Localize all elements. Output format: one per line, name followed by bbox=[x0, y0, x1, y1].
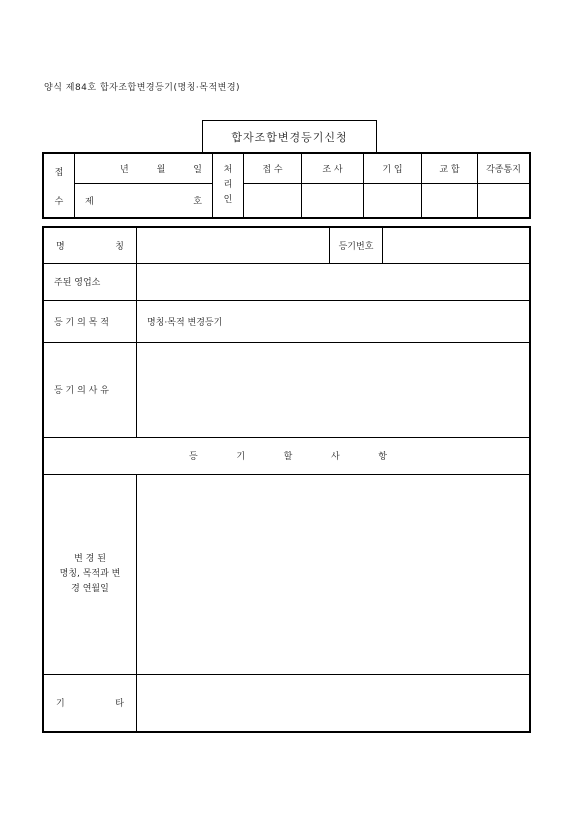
cell-notice bbox=[478, 183, 531, 218]
form-title: 합자조합변경등기신청 bbox=[202, 120, 377, 152]
receipt-label: 접 수 bbox=[43, 153, 75, 218]
name-label-cell: 명 칭 bbox=[43, 227, 137, 263]
name-field[interactable] bbox=[137, 227, 330, 263]
cell-examine bbox=[302, 183, 364, 218]
purpose-value[interactable]: 명칭·목적 변경등기 bbox=[137, 300, 531, 342]
reason-field[interactable] bbox=[137, 342, 531, 437]
matters-header: 등 기 할 사 항 bbox=[43, 437, 530, 474]
office-label: 주된 영업소 bbox=[43, 263, 137, 300]
col-examine: 조 사 bbox=[302, 153, 364, 183]
other-label: 기 타 bbox=[43, 674, 137, 732]
changed-field[interactable] bbox=[137, 474, 531, 674]
cell-receive bbox=[244, 183, 302, 218]
processor-label: 처 리 인 bbox=[213, 153, 244, 218]
purpose-label: 등 기 의 목 적 bbox=[43, 300, 137, 342]
col-receive: 접 수 bbox=[244, 153, 302, 183]
receipt-table bbox=[42, 152, 531, 219]
reg-no-label: 등기번호 bbox=[330, 227, 383, 263]
changed-label: 변 경 된 명칭, 목적과 변 경 연월일 bbox=[43, 474, 137, 674]
col-enter: 기 입 bbox=[364, 153, 422, 183]
col-collate: 교 합 bbox=[422, 153, 478, 183]
cell-collate bbox=[422, 183, 478, 218]
cell-enter bbox=[364, 183, 422, 218]
office-field[interactable] bbox=[137, 263, 531, 300]
col-notice: 각종통지 bbox=[478, 153, 531, 183]
receipt-number: 제 호 bbox=[75, 183, 213, 218]
main-table bbox=[42, 226, 531, 733]
other-field[interactable] bbox=[137, 674, 531, 732]
reason-label: 등 기 의 사 유 bbox=[43, 342, 137, 437]
reg-no-field[interactable] bbox=[383, 227, 531, 263]
form-number: 양식 제84호 합자조합변경등기(명칭·목적변경) bbox=[44, 83, 241, 93]
receipt-date: 년 월 일 bbox=[75, 153, 213, 183]
